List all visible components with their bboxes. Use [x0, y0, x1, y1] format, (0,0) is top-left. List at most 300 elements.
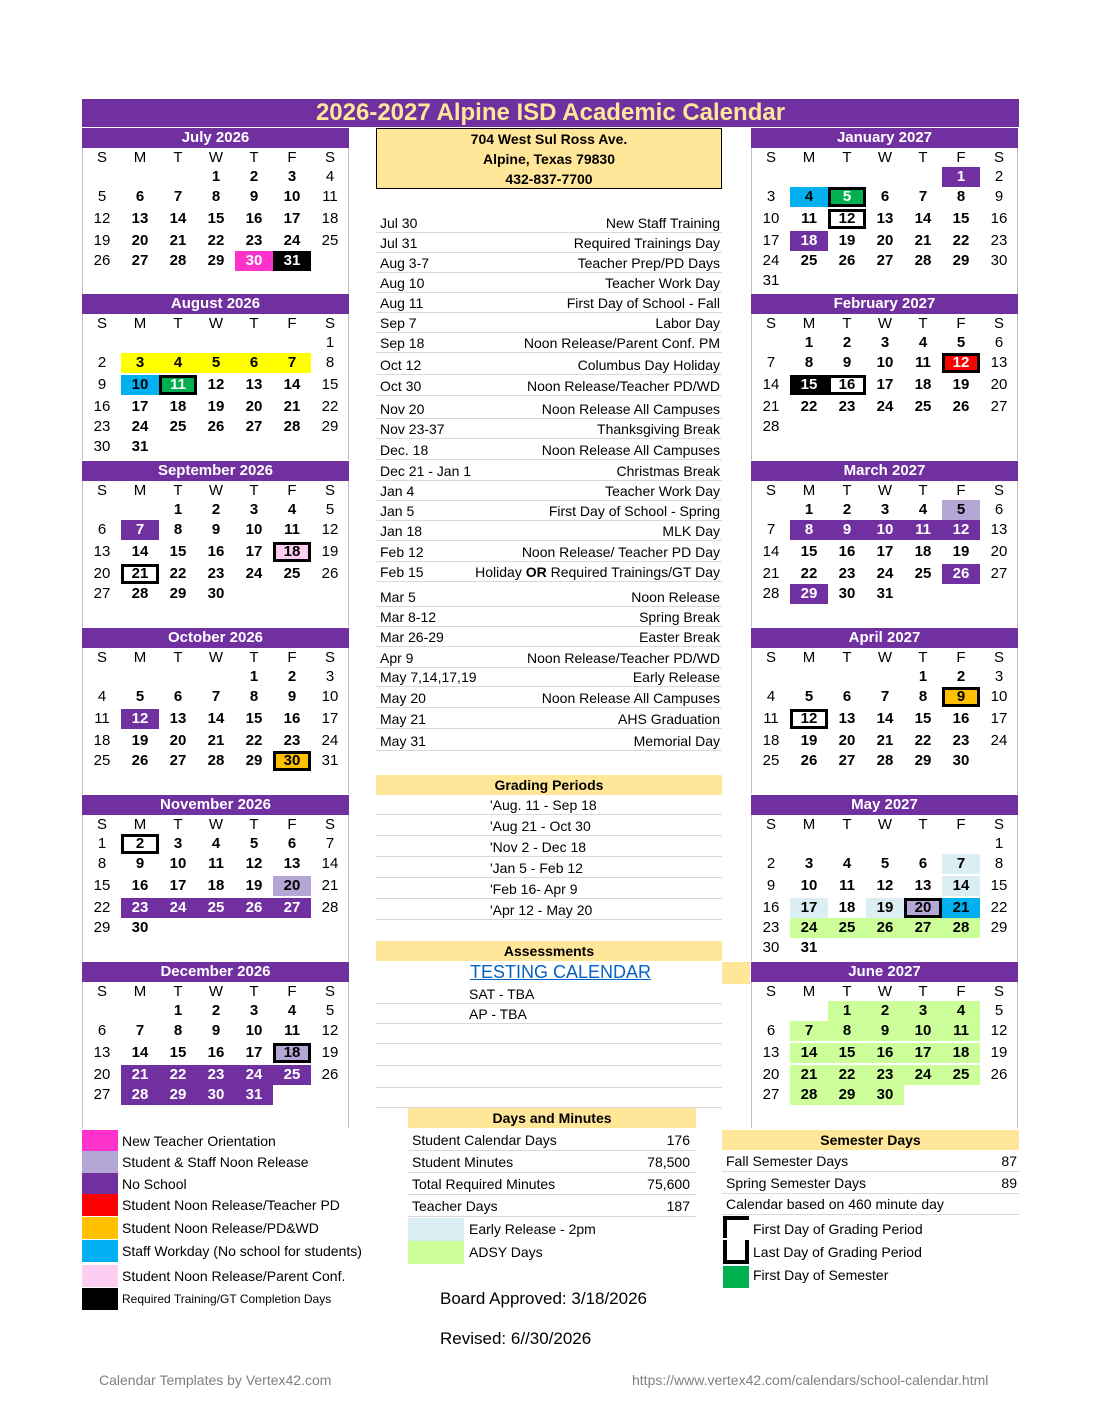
day-cell: 7	[766, 521, 776, 538]
day-cell: 27	[131, 252, 149, 269]
day-cell: 6	[97, 521, 107, 538]
day-cell: 25	[197, 898, 235, 918]
day-cell: 18	[273, 542, 311, 562]
event-date: Nov 20	[380, 401, 425, 417]
day-cell: 11	[904, 520, 942, 540]
day-cell: 22	[207, 232, 225, 249]
day-cell: 22	[159, 1065, 197, 1085]
day-cell: 21	[321, 877, 339, 894]
adsy-swatch	[408, 1218, 464, 1241]
day-cell: 18	[321, 210, 339, 227]
legend-item	[82, 1288, 372, 1310]
day-cell: 8	[918, 688, 928, 705]
day-cell: 12	[245, 855, 263, 872]
weekday-label: M	[802, 315, 816, 332]
weekday-label: M	[802, 482, 816, 499]
weekday-label: T	[173, 983, 183, 1000]
day-cell: 27	[990, 565, 1008, 582]
day-cell: 13	[169, 710, 187, 727]
event-row	[376, 521, 722, 541]
month-december-2026	[82, 962, 349, 1128]
month-title: January 2027	[751, 128, 1018, 148]
day-cell: 25	[800, 252, 818, 269]
day-cell: 10	[800, 877, 818, 894]
day-cell: 16	[952, 710, 970, 727]
day-cell: 29	[159, 1085, 197, 1105]
month-september-2026	[82, 461, 349, 627]
weekday-label: W	[877, 983, 893, 1000]
day-cell: 26	[321, 565, 339, 582]
days-minutes-label: Total Required Minutes	[412, 1176, 556, 1192]
weekday-label: S	[324, 315, 335, 332]
weekday-label: T	[842, 149, 852, 166]
day-cell: 15	[790, 375, 828, 395]
day-cell: 3	[287, 168, 297, 185]
event-date: May 20	[380, 690, 426, 706]
day-cell: 6	[994, 334, 1004, 351]
event-name: Columbus Day Holiday	[577, 357, 720, 373]
grading-periods-heading: Grading Periods	[376, 775, 722, 795]
day-cell: 13	[762, 1044, 780, 1061]
day-cell: 16	[762, 899, 780, 916]
day-cell: 30	[866, 1085, 904, 1105]
day-cell: 30	[990, 252, 1008, 269]
weekday-label: S	[96, 315, 107, 332]
event-name: Easter Break	[639, 629, 720, 645]
day-cell: 24	[159, 898, 197, 918]
event-name: Noon Release All Campuses	[541, 690, 720, 706]
month-grid	[82, 648, 349, 794]
event-name: Noon Release All Campuses	[541, 442, 720, 458]
day-cell: 28	[131, 585, 149, 602]
day-cell: 25	[828, 918, 866, 938]
weekday-label: T	[249, 315, 259, 332]
month-june-2027	[751, 962, 1018, 1128]
event-date: May 31	[380, 733, 426, 749]
day-cell: 18	[169, 398, 187, 415]
weekday-label: S	[765, 315, 776, 332]
day-cell: 29	[93, 919, 111, 936]
day-cell: 27	[990, 398, 1008, 415]
day-cell: 23	[121, 898, 159, 918]
day-cell: 19	[131, 732, 149, 749]
event-name: Teacher Work Day	[605, 483, 720, 499]
day-cell: 12	[321, 521, 339, 538]
event-date: Aug 3-7	[380, 255, 430, 271]
event-row	[376, 627, 722, 647]
event-date: Jul 30	[380, 215, 418, 231]
grading-period-row: 'Nov 2 - Dec 18	[376, 837, 722, 857]
weekday-label: S	[993, 983, 1004, 1000]
weekday-label: S	[993, 149, 1004, 166]
day-cell: 11	[915, 354, 931, 371]
day-cell: 6	[173, 688, 183, 705]
event-date: Jan 5	[380, 503, 415, 519]
day-cell: 2	[287, 668, 297, 685]
weekday-label: T	[173, 482, 183, 499]
day-cell: 4	[766, 688, 776, 705]
event-name: Early Release	[632, 669, 720, 685]
month-grid	[751, 982, 1018, 1128]
days-minutes-value: 78,500	[647, 1154, 690, 1170]
day-cell: 20	[273, 876, 311, 896]
month-title: October 2026	[82, 628, 349, 648]
day-cell: 10	[121, 375, 159, 395]
day-cell: 7	[766, 354, 776, 371]
month-july-2026	[82, 128, 349, 294]
weekday-label: T	[842, 482, 852, 499]
day-cell: 8	[173, 521, 183, 538]
weekday-label: M	[133, 149, 147, 166]
day-cell: 17	[990, 710, 1008, 727]
day-cell: 23	[838, 398, 856, 415]
weekday-label: T	[249, 149, 259, 166]
day-cell: 29	[990, 919, 1008, 936]
revised-date: Revised: 6//30/2026	[440, 1329, 592, 1348]
event-row	[376, 355, 722, 375]
legend-swatch	[82, 1240, 118, 1262]
weekday-label: W	[877, 149, 893, 166]
day-cell: 14	[283, 376, 301, 393]
event-date: Mar 5	[380, 589, 416, 605]
day-cell: 10	[245, 1022, 263, 1039]
semester-days-heading: Semester Days	[722, 1130, 1019, 1150]
weekday-label: T	[918, 482, 928, 499]
day-cell: 26	[990, 1066, 1008, 1083]
weekday-label: W	[208, 315, 224, 332]
month-title: June 2027	[751, 962, 1018, 982]
semester-key-label: Last Day of Grading Period	[753, 1244, 922, 1260]
month-grid	[751, 648, 1018, 794]
weekday-label: W	[208, 649, 224, 666]
weekday-label: T	[173, 816, 183, 833]
day-cell: 30	[93, 438, 111, 455]
day-cell: 1	[804, 501, 814, 518]
day-cell: 17	[876, 376, 894, 393]
day-cell: 9	[766, 877, 776, 894]
weekday-label: T	[173, 149, 183, 166]
day-cell: 28	[790, 1085, 828, 1105]
day-cell: 15	[952, 210, 970, 227]
day-cell: 5	[249, 835, 259, 852]
day-cell: 18	[207, 877, 225, 894]
day-cell: 5	[97, 188, 107, 205]
month-may-2027	[751, 795, 1018, 961]
day-cell: 10	[245, 521, 263, 538]
legend-swatch	[82, 1130, 118, 1152]
month-title: May 2027	[751, 795, 1018, 815]
day-cell: 30	[838, 585, 856, 602]
day-cell: 29	[207, 252, 225, 269]
day-cell: 7	[918, 188, 928, 205]
day-cell: 4	[211, 835, 221, 852]
event-name: Memorial Day	[633, 733, 720, 749]
month-grid	[751, 314, 1018, 460]
day-cell: 23	[283, 732, 301, 749]
month-title: July 2026	[82, 128, 349, 148]
day-cell: 31	[321, 752, 339, 769]
weekday-label: F	[956, 315, 966, 332]
day-cell: 4	[287, 1002, 297, 1019]
day-cell: 6	[880, 188, 890, 205]
month-october-2026	[82, 628, 349, 794]
weekday-label: S	[765, 149, 776, 166]
day-cell: 5	[135, 688, 145, 705]
day-cell: 3	[804, 855, 814, 872]
day-cell: 28	[121, 1085, 159, 1105]
event-date: Mar 26-29	[380, 629, 444, 645]
day-cell: 4	[790, 187, 828, 207]
day-cell: 11	[801, 210, 817, 227]
day-cell: 2	[97, 354, 107, 371]
weekday-label: T	[842, 983, 852, 1000]
day-cell: 6	[918, 855, 928, 872]
day-cell: 7	[173, 188, 183, 205]
day-cell: 12	[790, 709, 828, 729]
day-cell: 24	[235, 1065, 273, 1085]
day-cell: 18	[762, 732, 780, 749]
day-cell: 12	[942, 353, 980, 373]
day-cell: 18	[914, 376, 932, 393]
day-cell: 10	[904, 1021, 942, 1041]
day-cell: 6	[235, 353, 273, 373]
weekday-label: T	[173, 315, 183, 332]
day-cell: 8	[804, 354, 814, 371]
day-cell: 22	[828, 1065, 866, 1085]
event-name: Labor Day	[655, 315, 720, 331]
event-name: Thanksgiving Break	[597, 421, 720, 437]
day-cell: 16	[207, 543, 225, 560]
day-cell: 21	[121, 564, 159, 584]
day-cell: 16	[866, 1043, 904, 1063]
weekday-label: W	[208, 816, 224, 833]
day-cell: 11	[942, 1021, 980, 1041]
day-cell: 2	[121, 834, 159, 854]
day-cell: 14	[131, 543, 149, 560]
event-date: Feb 12	[380, 544, 424, 560]
weekday-label: S	[993, 816, 1004, 833]
weekday-label: S	[96, 649, 107, 666]
weekday-label: F	[956, 816, 966, 833]
day-cell: 16	[207, 1044, 225, 1061]
event-name: Noon Release	[631, 589, 720, 605]
day-cell: 6	[97, 1022, 107, 1039]
day-cell: 25	[273, 1065, 311, 1085]
weekday-label: W	[877, 649, 893, 666]
day-cell: 19	[952, 376, 970, 393]
day-cell: 24	[283, 232, 301, 249]
weekday-label: T	[918, 816, 928, 833]
day-cell: 20	[245, 398, 263, 415]
day-cell: 5	[197, 353, 235, 373]
day-cell: 10	[866, 520, 904, 540]
day-cell: 26	[235, 898, 273, 918]
event-name: Noon Release/Parent Conf. PM	[523, 335, 720, 351]
day-cell: 5	[942, 500, 980, 520]
day-cell: 13	[131, 210, 149, 227]
key-label: ADSY Days	[469, 1244, 543, 1260]
day-cell: 14	[876, 710, 894, 727]
day-cell: 13	[876, 210, 894, 227]
assessment-row	[376, 1024, 722, 1044]
day-cell: 28	[942, 918, 980, 938]
day-cell: 22	[321, 398, 339, 415]
note-text: Calendar based on 460 minute day	[726, 1196, 944, 1212]
event-name: Teacher Work Day	[605, 275, 720, 291]
day-cell: 11	[763, 710, 779, 727]
day-cell: 9	[135, 855, 145, 872]
footer-url[interactable]: https://www.vertex42.com/calendars/school-calendar.html	[632, 1372, 989, 1388]
day-cell: 27	[93, 585, 111, 602]
day-cell: 17	[762, 232, 780, 249]
event-row	[376, 333, 722, 353]
adsy-swatch	[408, 1241, 464, 1264]
event-name: First Day of School - Fall	[566, 295, 720, 311]
day-cell: 2	[211, 501, 221, 518]
day-cell: 29	[169, 585, 187, 602]
day-cell: 22	[952, 232, 970, 249]
weekday-label: S	[324, 482, 335, 499]
day-cell: 10	[876, 354, 894, 371]
day-cell: 1	[249, 668, 259, 685]
day-cell: 15	[169, 1044, 187, 1061]
event-date: Aug 10	[380, 275, 425, 291]
weekday-label: T	[173, 649, 183, 666]
day-cell: 13	[990, 354, 1008, 371]
day-cell: 14	[762, 376, 780, 393]
days-minutes-row	[408, 1130, 696, 1151]
day-cell: 21	[914, 232, 932, 249]
weekday-label: F	[956, 983, 966, 1000]
day-cell: 17	[321, 710, 339, 727]
weekday-label: M	[802, 649, 816, 666]
month-grid	[82, 314, 349, 460]
legend-label: No School	[122, 1176, 187, 1192]
day-cell: 26	[207, 418, 225, 435]
month-title: March 2027	[751, 461, 1018, 481]
month-title: April 2027	[751, 628, 1018, 648]
day-cell: 9	[287, 688, 297, 705]
day-cell: 14	[762, 543, 780, 560]
month-title: December 2026	[82, 962, 349, 982]
day-cell: 3	[121, 353, 159, 373]
day-cell: 3	[325, 668, 335, 685]
day-cell: 8	[828, 1021, 866, 1041]
weekday-label: S	[765, 816, 776, 833]
weekday-label: T	[249, 816, 259, 833]
board-approved: Board Approved: 3/18/2026	[440, 1289, 647, 1308]
day-cell: 10	[283, 188, 301, 205]
day-cell: 28	[321, 899, 339, 916]
weekday-label: W	[208, 482, 224, 499]
day-cell: 8	[249, 688, 259, 705]
weekday-label: W	[877, 482, 893, 499]
weekday-label: T	[842, 816, 852, 833]
day-cell: 7	[880, 688, 890, 705]
day-cell: 27	[904, 918, 942, 938]
day-cell: 17	[169, 877, 187, 894]
day-cell: 4	[842, 855, 852, 872]
day-cell: 26	[942, 564, 980, 584]
day-cell: 31	[131, 438, 149, 455]
weekday-label: T	[842, 649, 852, 666]
event-name: Christmas Break	[616, 463, 720, 479]
day-cell: 15	[828, 1043, 866, 1063]
event-row	[376, 481, 722, 501]
day-cell: 22	[169, 565, 187, 582]
day-cell: 21	[790, 1065, 828, 1085]
legend-item	[82, 1265, 372, 1287]
day-cell: 21	[762, 398, 780, 415]
day-cell: 28	[914, 252, 932, 269]
day-cell: 10	[762, 210, 780, 227]
assessments-accent	[722, 962, 750, 984]
day-cell: 1	[804, 334, 814, 351]
event-row	[376, 313, 722, 333]
weekday-label: F	[956, 649, 966, 666]
weekday-label: M	[802, 149, 816, 166]
day-cell: 3	[173, 835, 183, 852]
day-cell: 3	[994, 668, 1004, 685]
day-cell: 29	[914, 752, 932, 769]
testing-calendar-link[interactable]: TESTING CALENDAR	[470, 962, 652, 982]
day-cell: 9	[994, 188, 1004, 205]
day-cell: 30	[762, 939, 780, 956]
day-cell: 17	[904, 1043, 942, 1063]
day-cell: 19	[245, 877, 263, 894]
day-cell: 7	[135, 1022, 145, 1039]
day-cell: 21	[942, 898, 980, 918]
day-cell: 19	[866, 898, 904, 918]
school-address	[376, 128, 722, 189]
day-cell: 13	[283, 855, 301, 872]
event-date: Sep 18	[380, 335, 425, 351]
day-cell: 22	[800, 565, 818, 582]
month-grid	[82, 481, 349, 627]
month-grid	[751, 815, 1018, 961]
day-cell: 14	[131, 1044, 149, 1061]
day-cell: 2	[956, 668, 966, 685]
weekday-label: S	[96, 482, 107, 499]
month-grid	[751, 148, 1018, 294]
day-cell: 13	[245, 376, 263, 393]
day-cell: 7	[790, 1021, 828, 1041]
days-minutes-label: Student Calendar Days	[412, 1132, 557, 1148]
weekday-label: S	[324, 149, 335, 166]
weekday-label: S	[765, 649, 776, 666]
day-cell: 13	[93, 1044, 111, 1061]
day-cell: 17	[245, 543, 263, 560]
day-cell: 17	[283, 210, 301, 227]
event-date: Jan 18	[380, 523, 423, 539]
legend-swatch	[82, 1151, 118, 1173]
day-cell: 28	[876, 752, 894, 769]
day-cell: 4	[942, 1001, 980, 1021]
legend-label: Required Training/GT Completion Days	[122, 1292, 332, 1306]
day-cell: 10	[321, 688, 339, 705]
first-day-grading-marker	[723, 1216, 749, 1238]
day-cell: 20	[93, 1066, 111, 1083]
event-row	[376, 562, 722, 582]
day-cell: 29	[245, 752, 263, 769]
legend-label: Staff Workday (No school for students)	[122, 1243, 362, 1259]
semester-days-value: 89	[1001, 1175, 1017, 1191]
days-minutes-heading: Days and Minutes	[408, 1108, 696, 1128]
day-cell: 30	[207, 585, 225, 602]
address-phone: 432-837-7700	[505, 171, 593, 187]
weekday-label: W	[877, 816, 893, 833]
day-cell: 18	[93, 732, 111, 749]
